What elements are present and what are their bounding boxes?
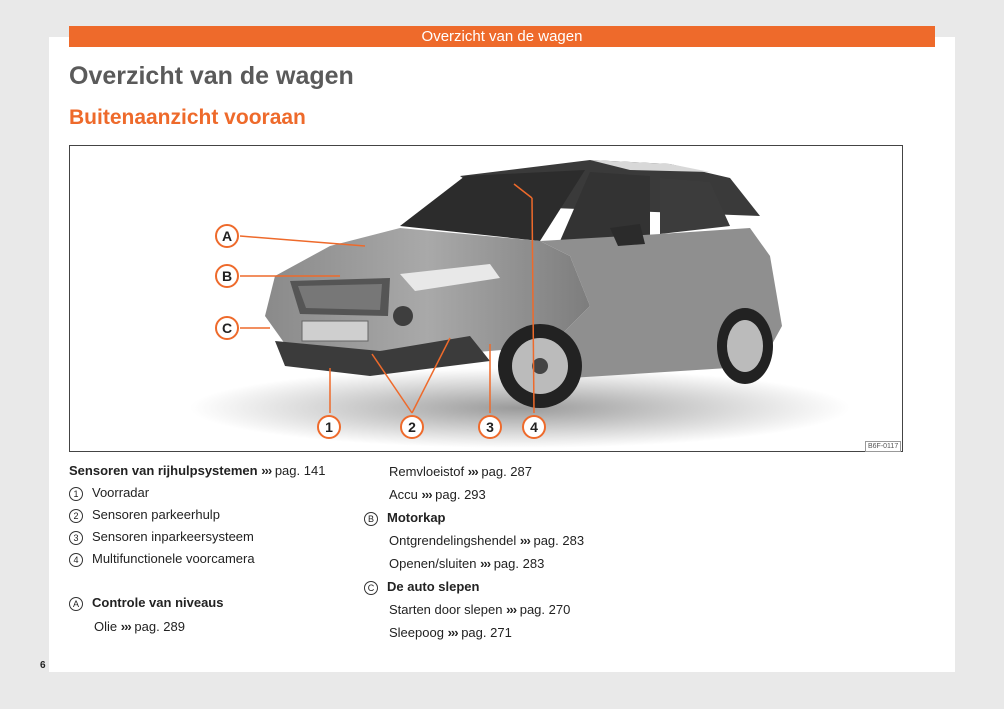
- number-badge: 4: [69, 553, 83, 567]
- list-item: [69, 548, 325, 570]
- letter-badge: C: [364, 581, 378, 595]
- item-text: Openen/sluiten: [389, 556, 477, 571]
- list-item: [364, 621, 584, 644]
- number-badge: 3: [69, 531, 83, 545]
- header-bar: Overzicht van de wagen: [69, 26, 935, 47]
- callout-label-b: B: [221, 268, 233, 284]
- list-item: [364, 460, 584, 483]
- car-illustration: [70, 146, 902, 451]
- left-column: [69, 460, 325, 638]
- number-badge: 2: [69, 509, 83, 523]
- letter-badge: A: [69, 597, 83, 611]
- item-text: Sensoren parkeerhulp: [92, 507, 220, 522]
- section-heading: De auto slepen: [387, 579, 480, 594]
- page-number: 6: [40, 660, 46, 671]
- page-ref[interactable]: pag. 293: [435, 487, 486, 502]
- ref-arrows: ›››: [421, 487, 432, 502]
- item-text: Sleepoog: [389, 625, 444, 640]
- sensors-line: [69, 460, 325, 482]
- callout-label-a: A: [221, 228, 233, 244]
- ref-arrows: ›››: [480, 556, 491, 571]
- callout-label-3: 3: [486, 419, 494, 435]
- ref-arrows: ›››: [467, 464, 478, 479]
- list-item: [364, 598, 584, 621]
- callout-label-c: C: [221, 320, 233, 336]
- page-ref[interactable]: pag. 287: [481, 464, 532, 479]
- list-item: [364, 483, 584, 506]
- letter-badge: B: [364, 512, 378, 526]
- page-ref[interactable]: pag. 283: [493, 556, 545, 571]
- ref-arrows: ›››: [447, 625, 458, 640]
- item-text: Accu: [389, 487, 418, 502]
- section-a-heading: [69, 592, 325, 614]
- page-ref[interactable]: pag. 141: [274, 463, 326, 478]
- right-column: [364, 460, 584, 644]
- list-item: [69, 616, 325, 638]
- number-badge: 1: [69, 487, 83, 501]
- callout-label-4: 4: [530, 419, 538, 435]
- ref-arrows: ›››: [261, 463, 272, 478]
- ref-arrows: ›››: [120, 619, 131, 634]
- item-text: Ontgrendelingshendel: [389, 533, 517, 548]
- item-text: Starten door slepen: [389, 602, 503, 617]
- list-item: [364, 552, 584, 575]
- section-heading: Motorkap: [387, 510, 446, 525]
- item-text: Olie: [94, 619, 118, 634]
- ref-arrows: ›››: [506, 602, 517, 617]
- section-b-heading: [364, 506, 584, 529]
- car-figure: [69, 145, 903, 452]
- page-title: Overzicht van de wagen: [69, 62, 354, 90]
- callout-label-1: 1: [325, 419, 333, 435]
- section-title: Buitenaanzicht vooraan: [69, 106, 306, 129]
- list-item: [69, 504, 325, 526]
- item-text: Sensoren inparkeersysteem: [92, 529, 254, 544]
- list-item: [69, 482, 325, 504]
- item-text: Multifunctionele voorcamera: [92, 551, 255, 566]
- section-heading: Controle van niveaus: [92, 595, 224, 610]
- page-ref[interactable]: pag. 283: [533, 533, 585, 548]
- page-ref[interactable]: pag. 271: [461, 625, 512, 640]
- ref-arrows: ›››: [519, 533, 530, 548]
- list-item: [69, 526, 325, 548]
- list-item: [364, 529, 584, 552]
- page-ref[interactable]: pag. 270: [519, 602, 571, 617]
- page-ref[interactable]: pag. 289: [134, 619, 185, 634]
- item-text: Voorradar: [92, 485, 150, 500]
- item-text: Remvloeistof: [389, 464, 465, 479]
- callout-label-2: 2: [408, 419, 416, 435]
- section-c-heading: [364, 575, 584, 598]
- figure-code: B6F-0117: [865, 441, 901, 452]
- windshield: [400, 170, 585, 241]
- sensors-label: Sensoren van rijhulpsystemen: [69, 463, 258, 478]
